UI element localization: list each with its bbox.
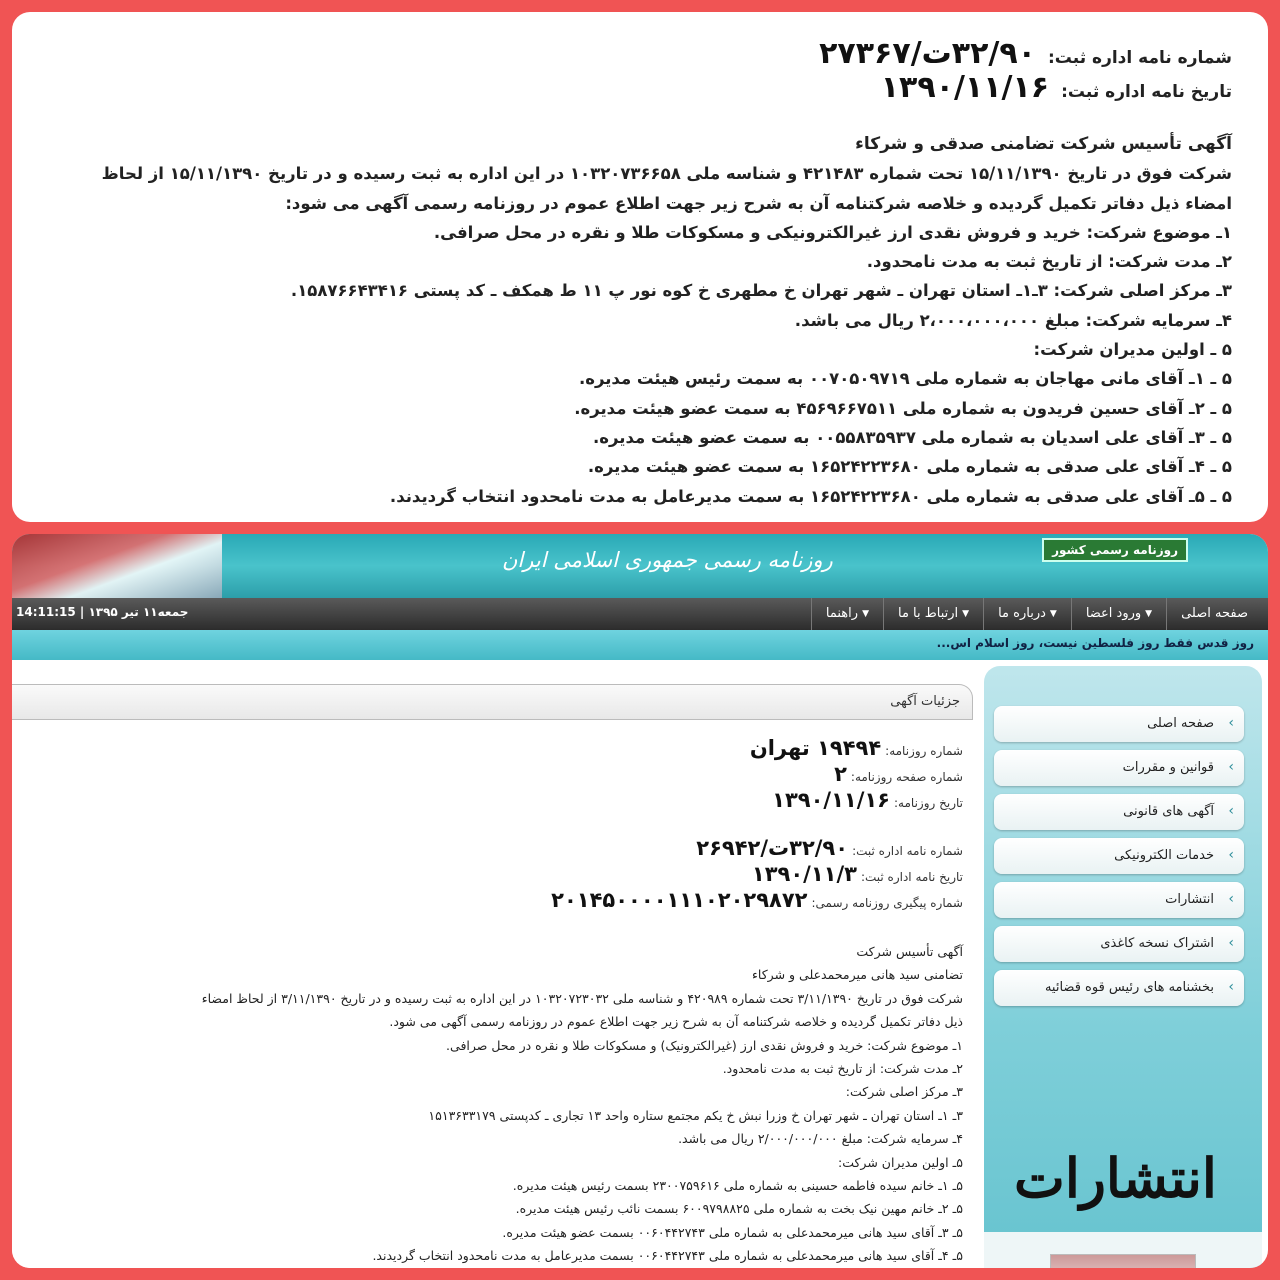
info-value: ۱۹۴۹۴ تهران [749, 736, 882, 760]
section-title: جزئیات آگهی [890, 694, 960, 709]
nav-menu [811, 598, 1262, 630]
nav-help[interactable] [811, 598, 883, 630]
text-line: ۱ـ موضوع شرکت: خرید و فروش نقدی ارز غیرالکترونیکی و مسکوکات طلا و نقره در محل صرافی. [433, 222, 1232, 242]
reg-letter-date: ۱۳۹۰/۱۱/۱۶ [880, 70, 1050, 105]
ad-line: ۵ـ ۲ـ خانم مهین نیک بخت به شماره ملی ۶۰۰۹۷۹۸۸۲۵ بسمت نائب رئیس هیئت مدیره. [515, 1201, 963, 1217]
reg-letter-number-label: شماره نامه اداره ثبت: [1048, 48, 1232, 68]
announcement-title: آگهی تأسیس شرکت تضامنی صدقی و شرکاء [855, 134, 1232, 154]
ad-line: ۴ـ سرمایه شرکت: مبلغ ۲/۰۰۰/۰۰۰/۰۰۰ ریال می باشد. [678, 1131, 963, 1147]
info-label: شماره صفحه روزنامه: [850, 770, 963, 784]
nav-label: ورود اعضا [1085, 606, 1142, 621]
info-label: شماره نامه اداره ثبت: [852, 844, 963, 858]
info-label: شماره پیگیری روزنامه رسمی: [811, 896, 963, 910]
chevron-left-icon: ‹ [1228, 891, 1234, 907]
text-line: ۵ ـ ۱ـ آقای مانی مهاجان به شماره ملی ۰۰۷۰۵۰۹۷۱۹ به سمت رئیس هیئت مدیره. [578, 369, 1232, 389]
info-value: ۲ [834, 762, 847, 786]
publication-card [984, 1232, 1262, 1268]
ad-line: آگهی تأسیس شرکت [856, 944, 963, 959]
sidebar-item-e-services[interactable] [994, 838, 1244, 874]
section-header [12, 684, 973, 720]
sidebar-item-label: اشتراک نسخه کاغذی [1100, 936, 1214, 951]
sidebar-item-legal-ads[interactable] [994, 794, 1244, 830]
text-line: ۲ـ مدت شرکت: از تاریخ ثبت به مدت نامحدود. [866, 252, 1232, 272]
chevron-left-icon: ‹ [1228, 759, 1234, 775]
sidebar-item-label: صفحه اصلی [1147, 716, 1214, 731]
publication-thumbnail[interactable] [1050, 1254, 1196, 1268]
text-line: ۵ ـ ۴ـ آقای علی صدقی به شماره ملی ۱۶۵۲۴۲۲۳۶۸۰ به سمت عضو هیئت مدیره. [587, 457, 1232, 477]
ad-line: ۵ـ ۴ـ آقای سید هانی میرمحمدعلی به شماره ملی ۰۰۶۰۴۴۲۷۴۳ بسمت مدیرعامل به مدت نامحدود انتخاب گردیدند. [372, 1248, 963, 1264]
ad-line: تضامنی سید هانی میرمحمدعلی و شرکاء [752, 967, 963, 983]
text-line: ۵ ـ ۲ـ آقای حسین فریدون به شماره ملی ۴۵۶۹۶۶۷۵۱۱ به سمت عضو هیئت مدیره. [574, 398, 1232, 418]
text-line: امضاء ذیل دفاتر تکمیل گردیده و خلاصه شرکتنامه آن به شرح زیر جهت اطلاع عموم در روزنامه رسمی آگهی می شود: [285, 193, 1232, 213]
page-number-row [363, 762, 963, 786]
newspaper-number-row [363, 736, 963, 760]
nav-about[interactable] [983, 598, 1071, 630]
text-line: ۳ـ مرکز اصلی شرکت: ۳ـ۱ـ استان تهران ـ شهر تهران خ مطهری خ کوه نور پ ۱۱ ط همکف ـ کد پستی ۱۵۸۷۶۶۴۳۴۱۶. [290, 281, 1232, 301]
ad-line: ۵ـ اولین مدیران شرکت: [838, 1154, 963, 1170]
info-label: تاریخ روزنامه: [894, 796, 963, 810]
site-title: روزنامه رسمی جمهوری اسلامی ایران [502, 548, 833, 572]
ad-line: ۳ـ ۱ـ استان تهران ـ شهر تهران خ وزرا نبش خ یکم مجتمع ستاره واحد ۱۳ تجاری ـ کدپستی ۱۵۱۳۶۳۳۱۷۹ [428, 1107, 963, 1123]
publications-heading: انتشارات [1014, 1146, 1217, 1210]
sidebar-item-label: قوانین و مقررات [1122, 760, 1214, 775]
reg-letter-number-row [363, 836, 963, 860]
sidebar-item-label: بخشنامه های رئیس قوه قضائیه [1044, 980, 1214, 995]
info-label: شماره روزنامه: [885, 744, 963, 758]
iran-flag-icon [12, 534, 222, 598]
site-banner [12, 534, 1268, 598]
reg-letter-date-row [712, 70, 1232, 104]
nav-label: راهنما [825, 606, 859, 621]
sidebar-item-circulars[interactable] [994, 970, 1244, 1006]
ad-line: شرکت فوق در تاریخ ۳/۱۱/۱۳۹۰ تحت شماره ۴۲۰۹۸۹ و شناسه ملی ۱۰۳۲۰۷۲۳۰۳۲ در این اداره به ثبت رسیده و در تاریخ ۳/۱۱/۱۳۹۰ از لحاظ امضاء [201, 990, 963, 1006]
reg-letter-number-row [712, 36, 1232, 70]
sidebar-item-home[interactable] [994, 706, 1244, 742]
reg-letter-date-label: تاریخ نامه اداره ثبت: [1061, 82, 1232, 102]
site-badge: روزنامه رسمی کشور [1042, 538, 1188, 562]
text-line: ۵ ـ ۵ـ آقای علی صدقی به شماره ملی ۱۶۵۲۴۲۲۳۶۸۰ به سمت مدیرعامل به مدت نامحدود انتخاب گردیدند. [389, 486, 1232, 506]
nav-label: درباره ما [998, 606, 1046, 621]
nav-label: صفحه اصلی [1181, 606, 1248, 621]
info-value: ۳۲/۹۰ت/۲۶۹۴۲ [696, 836, 849, 860]
chevron-left-icon: ‹ [1228, 935, 1234, 951]
info-value: ۱۳۹۰/۱۱/۱۶ [772, 788, 891, 812]
ad-details [12, 684, 975, 1268]
caret-down-icon: ▼ [1145, 609, 1153, 619]
sidebar-item-laws[interactable] [994, 750, 1244, 786]
nav-contact[interactable] [883, 598, 983, 630]
ad-line: ۱ـ موضوع شرکت: خرید و فروش نقدی ارز (غیرالکترونیک) و مسکوکات طلا و نقره در محل صرافی. [446, 1037, 963, 1053]
chevron-left-icon: ‹ [1228, 715, 1234, 731]
ticker-text: روز قدس فقط روز فلسطین نیست، روز اسلام اس... [936, 636, 1254, 650]
caret-down-icon: ▼ [862, 609, 869, 619]
text-line: شرکت فوق در تاریخ ۱۵/۱۱/۱۳۹۰ تحت شماره ۴۲۱۴۸۳ و شناسه ملی ۱۰۳۲۰۷۳۶۶۵۸ در این اداره به ثبت رسیده و در تاریخ ۱۵/۱۱/۱۳۹۰ از لحاظ [101, 164, 1232, 184]
caret-down-icon: ▼ [1049, 609, 1057, 619]
sidebar-item-label: خدمات الکترونیکی [1114, 848, 1214, 863]
reg-letter-date-row [363, 862, 963, 886]
main-navbar [12, 598, 1268, 630]
date-clock: جمعه۱۱ تیر ۱۳۹۵ | 14:11:15 [16, 605, 189, 619]
top-screenshot-panel [12, 12, 1268, 522]
ad-line: ۵ـ ۱ـ خانم سیده فاطمه حسینی به شماره ملی ۲۳۰۰۷۵۹۶۱۶ بسمت رئیس هیئت مدیره. [512, 1178, 963, 1194]
ad-line: ۳ـ مرکز اصلی شرکت: [845, 1084, 963, 1100]
chevron-left-icon: ‹ [1228, 979, 1234, 995]
ad-line: ۲ـ مدت شرکت: از تاریخ ثبت به مدت نامحدود. [722, 1061, 963, 1077]
info-label: تاریخ نامه اداره ثبت: [860, 870, 963, 884]
ad-line: ذیل دفاتر تکمیل گردیده و خلاصه شرکتنامه آن به شرح زیر جهت اطلاع عموم در روزنامه رسمی آگهی می شود. [389, 1014, 963, 1030]
newspaper-date-row [363, 788, 963, 812]
news-ticker[interactable] [12, 630, 1268, 660]
text-line: ۴ـ سرمایه شرکت: مبلغ ۲،۰۰۰،۰۰۰،۰۰۰ ریال می باشد. [794, 310, 1232, 330]
sidebar-item-label: آگهی های قانونی [1123, 804, 1214, 819]
sidebar-item-subscription[interactable] [994, 926, 1244, 962]
registration-header [712, 36, 1232, 104]
ad-line: ۵ـ ۳ـ آقای سید هانی میرمحمدعلی به شماره ملی ۰۰۶۰۴۴۲۷۴۳ بسمت عضو هیئت مدیره. [502, 1224, 963, 1240]
bottom-screenshot-panel [12, 534, 1268, 1268]
info-value: ۱۳۹۰/۱۱/۳ [751, 862, 857, 886]
ad-body [23, 940, 963, 1268]
nav-label: ارتباط با ما [897, 606, 959, 621]
caret-down-icon: ▼ [962, 609, 970, 619]
sidebar [984, 666, 1262, 1268]
reg-letter-number: ۳۲/۹۰ت/۲۷۳۶۷ [819, 36, 1036, 71]
nav-home[interactable] [1166, 598, 1262, 630]
info-value: ۲۰۱۴۵۰۰۰۰۱۱۱۰۲۰۲۹۸۷۲ [551, 888, 808, 912]
sidebar-item-publications[interactable] [994, 882, 1244, 918]
text-line: ۵ ـ اولین مدیران شرکت: [1033, 340, 1232, 360]
chevron-left-icon: ‹ [1228, 847, 1234, 863]
sidebar-item-label: انتشارات [1165, 892, 1214, 907]
chevron-left-icon: ‹ [1228, 803, 1234, 819]
text-line: ۵ ـ ۳ـ آقای علی اسدیان به شماره ملی ۰۰۵۵۸۳۵۹۳۷ به سمت عضو هیئت مدیره. [593, 427, 1232, 447]
announcement-text [52, 130, 1232, 511]
nav-login[interactable] [1071, 598, 1166, 630]
tracking-number-row [23, 888, 963, 912]
